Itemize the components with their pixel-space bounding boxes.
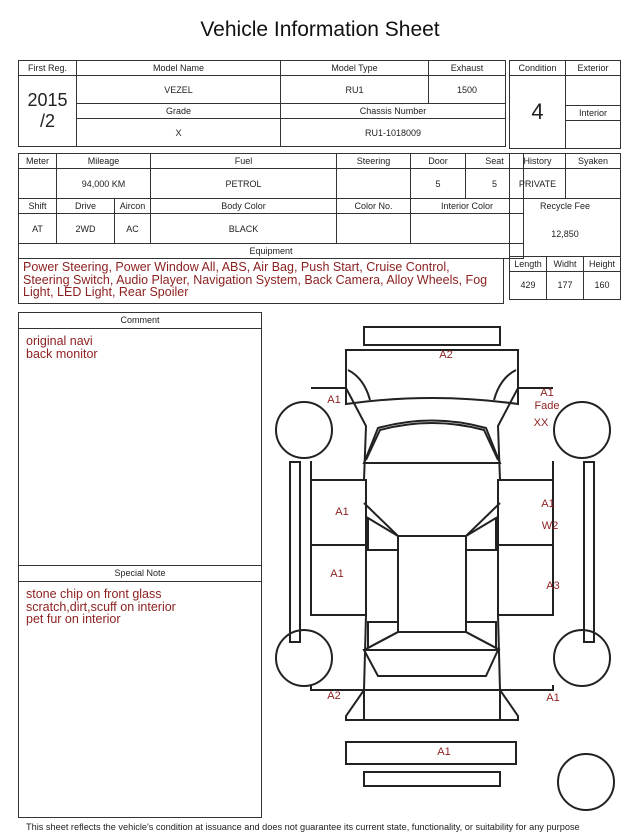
first-reg-value [19,76,77,147]
model-name-value: VEZEL [77,76,281,104]
recycle-fee-label: Recycle Fee [510,199,621,214]
left-sill [290,462,300,642]
width-label: Widht [547,256,584,271]
shift-label: Shift [19,199,57,214]
roof [398,536,466,632]
windshield-inner [366,423,498,460]
spare-wheel [558,754,614,810]
front-right-wheel [554,402,610,458]
length-value: 429 [510,271,547,299]
chassis-value: RU1-1018009 [281,119,506,147]
condition-label: Condition [510,61,566,76]
front-left-wheel [276,402,332,458]
windshield [364,421,500,464]
front-bumper [364,327,500,345]
drive-label: Drive [57,199,115,214]
interior-value [566,121,621,149]
mark-left-rear-door: A1 [330,568,344,580]
mark-front-left-fender: A1 [327,394,341,406]
interior-label: Interior [566,106,621,121]
right-front-door [498,480,553,545]
rear-window [364,650,498,676]
syaken-label: Syaken [566,154,621,169]
rear-left-fender [311,615,366,690]
door-value: 5 [411,169,466,199]
comment-text: original navi back monitor [26,334,98,361]
seat-label: Seat [466,154,524,169]
condition-table [509,60,621,149]
mark-right-front-door: A1 [541,498,555,510]
mileage-value: 94,000 KM [57,169,151,199]
mark-left-front-door: A1 [335,506,349,518]
history-label: History [510,154,566,169]
rear-right-wheel [554,630,610,686]
rear-right-fender [498,615,553,690]
specs-table [18,153,524,259]
fuel-value: PETROL [151,169,337,199]
page-title: Vehicle Information Sheet [200,18,440,41]
rear-step [364,772,500,786]
mark-front-right-xx: XX [533,417,549,429]
tailgate [346,690,518,720]
syaken-value [566,169,621,199]
condition-value: 4 [510,76,566,149]
equipment-value: Power Steering, Power Window All, ABS, Air Bag, Push Start, Cruise Control, Steering Switch, Audio Player, Navigation System, Back Camera, Alloy Wheels, Fog Light, LED Light, Rear Spoiler [18,258,504,304]
comment-label: Comment [19,313,261,329]
left-rear-window [368,622,398,648]
recycle-fee-value: 12,850 [510,213,621,256]
door-label: Door [411,154,466,169]
right-rear-window [466,622,496,648]
first-reg-label: First Reg. [19,61,77,76]
disclaimer-footer: This sheet reflects the vehicle's condition at issuance and does not guarantee its current state, functionality, or suitability for any purpose [26,822,580,832]
aircon-value: AC [115,214,151,244]
side-table [509,153,621,300]
mark-rear-right: A1 [546,692,560,704]
front-right-fender-arc [494,370,516,400]
steering-label: Steering [337,154,411,169]
body-color-value: BLACK [151,214,337,244]
rear-left-wheel [276,630,332,686]
mark-front: A2 [439,349,453,361]
front-left-fender-arc [348,370,370,400]
model-name-label: Model Name [77,61,281,76]
color-no-label: Color No. [337,199,411,214]
seat-value: 5 [466,169,524,199]
height-value: 160 [584,271,621,299]
right-sill [584,462,594,642]
mark-right-front-door-w: W2 [541,520,559,532]
right-rear-door [498,545,553,615]
grade-value: X [77,119,281,147]
first-reg-month: /2 [39,111,55,131]
mark-front-right-fender: A1 [540,387,554,399]
color-no-value [337,214,411,244]
left-rear-door [311,545,366,615]
shift-value: AT [19,214,57,244]
hood [346,350,518,404]
aircon-label: Aircon [115,199,151,214]
mark-rear-left: A2 [327,690,341,702]
width-value: 177 [547,271,584,299]
car-damage-diagram [268,318,633,818]
interior-color-value [411,214,524,244]
body-color-label: Body Color [151,199,337,214]
grade-label: Grade [77,104,281,119]
exterior-label: Exterior [566,61,621,76]
meter-value [19,169,57,199]
mark-front-right-fade: Fade [534,400,560,412]
drive-value: 2WD [57,214,115,244]
exhaust-label: Exhaust [429,61,506,76]
mark-rear: A1 [437,746,451,758]
rear-bumper [346,742,516,764]
exhaust-value: 1500 [429,76,506,104]
equipment-label: Equipment [19,244,524,259]
interior-color-label: Interior Color [411,199,524,214]
history-value: PRIVATE [510,169,566,199]
mileage-label: Mileage [57,154,151,169]
special-note-panel [18,566,262,818]
trunk [364,690,500,720]
fuel-label: Fuel [151,154,337,169]
steering-value [337,169,411,199]
exterior-value [566,76,621,106]
height-label: Height [584,256,621,271]
chassis-label: Chassis Number [281,104,506,119]
first-reg-year: 2015 [27,90,68,110]
length-label: Length [510,256,547,271]
comment-panel [18,312,262,566]
meter-label: Meter [19,154,57,169]
mark-right-rear-door: A3 [546,580,560,592]
model-type-value: RU1 [281,76,429,104]
header-table [18,60,506,147]
model-type-label: Model Type [281,61,429,76]
special-note-text: stone chip on front glass scratch,dirt,scuff on interior pet fur on interior [26,587,176,626]
special-note-label: Special Note [19,566,261,582]
